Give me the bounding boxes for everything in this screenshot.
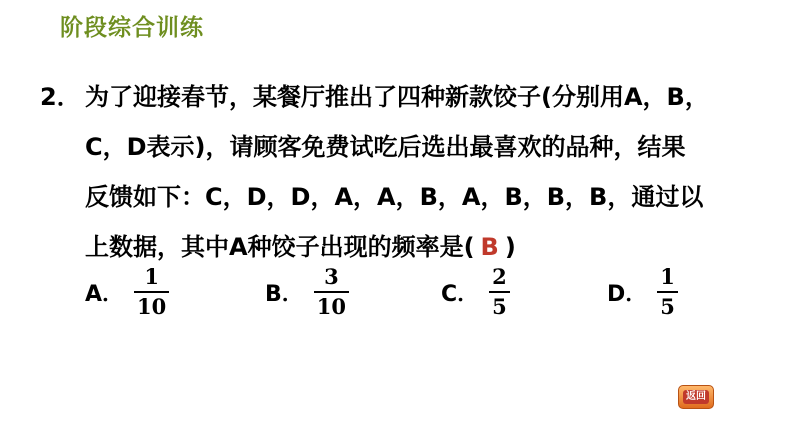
back-button[interactable] <box>678 385 714 409</box>
question-line-1 <box>40 72 760 122</box>
option-c-fraction <box>489 265 510 319</box>
option-c-label: C． <box>441 281 480 307</box>
answer-text: B <box>480 233 499 261</box>
question-line-2 <box>40 122 760 172</box>
option-c[interactable] <box>441 262 510 322</box>
question-text-1: 为了迎接春节，某餐厅推出了四种新款饺子(分别用A，B， <box>85 83 709 111</box>
question-text-2: C，D表示)，请顾客免费试吃后选出最喜欢的品种，结果 <box>85 133 686 161</box>
option-c-denominator: 5 <box>492 294 507 319</box>
question-text-4-close: ) <box>504 233 516 261</box>
option-c-numerator: 2 <box>492 264 507 289</box>
question-block <box>40 72 760 272</box>
question-number: 2． <box>40 83 81 111</box>
option-d-fraction <box>657 265 678 319</box>
header-bar <box>0 0 794 48</box>
option-b-fraction <box>314 265 349 319</box>
option-b-label: B． <box>265 281 304 307</box>
back-button-label: 返回 <box>683 390 709 404</box>
option-a-fraction <box>134 265 169 319</box>
option-a-label: A． <box>85 281 125 307</box>
option-b-denominator: 10 <box>316 294 347 319</box>
option-a-denominator: 10 <box>137 294 167 319</box>
question-text-3: 反馈如下：C，D，D，A，A，B，A，B，B，B，通过以 <box>85 183 704 211</box>
option-a-numerator: 1 <box>144 264 159 289</box>
option-d-denominator: 5 <box>660 294 675 319</box>
option-d-label: D． <box>607 281 648 307</box>
section-title: 阶段综合训练 <box>60 15 204 41</box>
question-line-3 <box>40 172 760 222</box>
option-b[interactable] <box>265 262 349 322</box>
option-d-numerator: 1 <box>660 264 675 289</box>
option-d[interactable] <box>607 262 678 322</box>
option-b-numerator: 3 <box>324 264 339 289</box>
option-a[interactable] <box>85 262 169 322</box>
question-text-4: 上数据，其中A种饺子出现的频率是( <box>85 233 475 261</box>
answer-options <box>85 262 765 322</box>
